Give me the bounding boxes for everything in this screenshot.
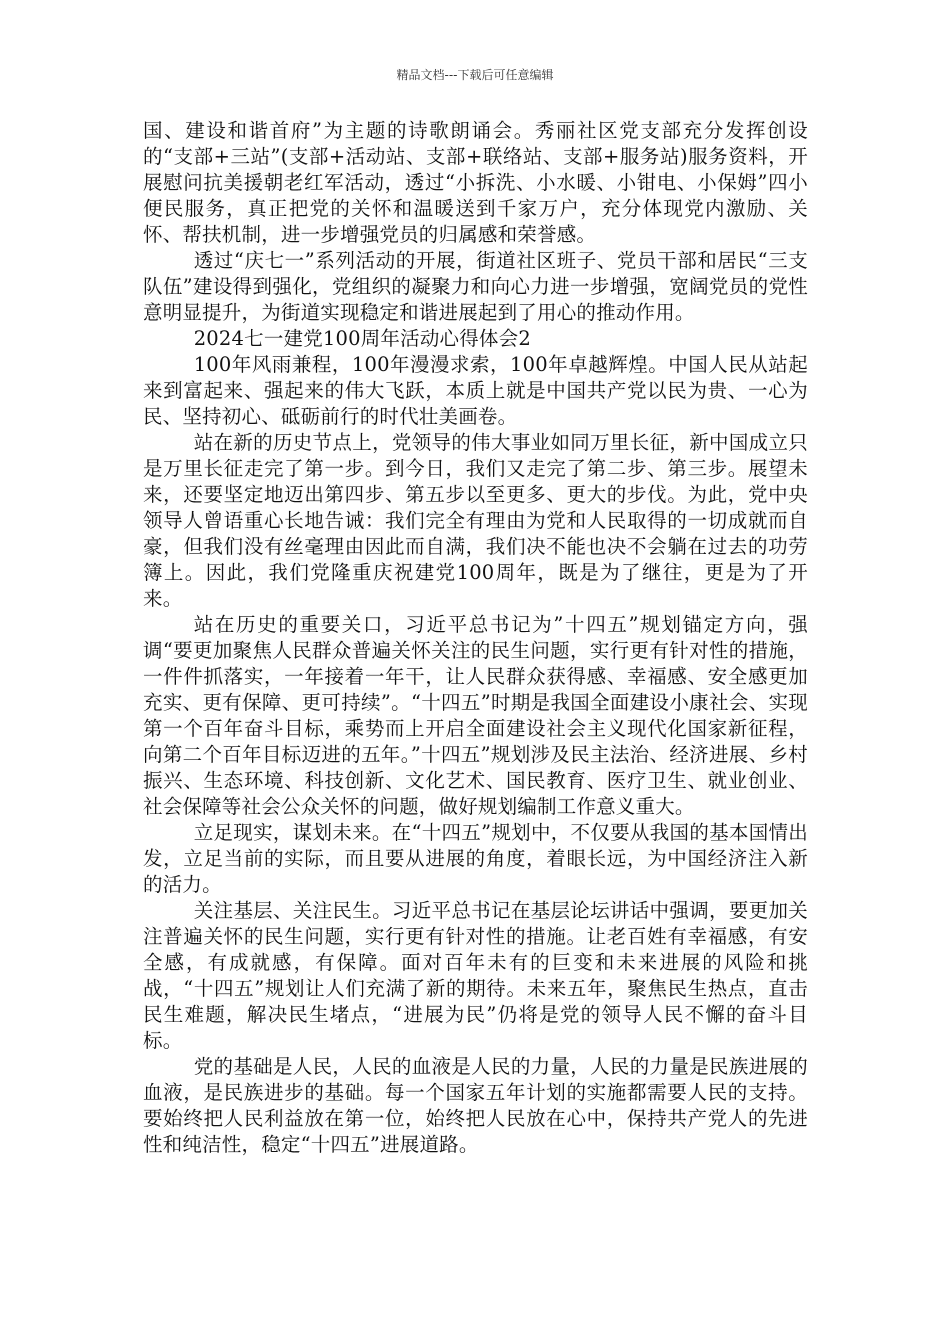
- paragraph-8: 党的基础是人民，人民的血液是人民的力量，人民的力量是民族进展的血液，是民族进步的基础。每一个国家五年计划的实施都需要人民的支持。要始终把人民利益放在第一位，始终把人民放在心中，保持共产党人的先进性和纯洁性，稳定“十四五”进展道路。: [143, 1055, 808, 1156]
- page-header: 精品文档---下载后可任意编辑: [396, 68, 554, 82]
- section-heading: 2024七一建党100周年活动心得体会2: [193, 327, 531, 350]
- paragraph-2: 透过“庆七一”系列活动的开展，街道社区班子、党员干部和居民“三支队伍”建设得到强化，党组织的凝聚力和向心力进一步增强，宽阔党员的党性意明显提升，为街道实现稳定和谐进展起到了用心的推动作用。: [143, 249, 808, 324]
- paragraph-4: 站在新的历史节点上，党领导的伟大事业如同万里长征，新中国成立只是万里长征走完了第一步。到今日，我们又走完了第二步、第三步。展望未来，还要坚定地迈出第四步、第五步以至更多、更大的步伐。为此，党中央领导人曾语重心长地告诫：我们完全有理由为党和人民取得的一切成就而自豪，但我们没有丝毫理由因此而自满，我们决不能也决不会躺在过去的功劳簿上。因此，我们党隆重庆祝建党100周年，既是为了继往，更是为了开来。: [143, 431, 808, 610]
- paragraph-5: 站在历史的重要关口，习近平总书记为”十四五”规划锚定方向，强调“要更加聚焦人民群众普遍关怀关注的民生问题，实行更有针对性的措施，一件件抓落实，一年接着一年干，让人民群众获得感、幸福感、安全感更加充实、更有保障、更可持续”。“十四五”时期是我国全面建设小康社会、实现第一个百年奋斗目标，乘势而上开启全面建设社会主义现代化国家新征程，向第二个百年目标迈进的五年。”十四五”规划涉及民主法治、经济进展、乡村振兴、生态环境、科技创新、文化艺术、国民教育、医疗卫生、就业创业、社会保障等社会公众关怀的问题，做好规划编制工作意义重大。: [143, 613, 808, 818]
- paragraph-7: 关注基层、关注民生。习近平总书记在基层论坛讲话中强调，要更加关注普遍关怀的民生问题，实行更有针对性的措施。让老百姓有幸福感，有安全感，有成就感，有保障。面对百年未有的巨变和未来进展的风险和挑战，“十四五”规划让人们充满了新的期待。未来五年，聚焦民生热点，直击民生难题，解决民生堵点，“进展为民”仍将是党的领导人民不懈的奋斗目标。: [143, 899, 808, 1052]
- paragraph-6: 立足现实，谋划未来。在“十四五”规划中，不仅要从我国的基本国情出发，立足当前的实际，而且要从进展的角度，着眼长远，为中国经济注入新的活力。: [143, 821, 808, 896]
- paragraph-1: 国、建设和谐首府”为主题的诗歌朗诵会。秀丽社区党支部充分发挥创设的“支部+三站”(支部+活动站、支部+联络站、支部+服务站)服务资料，开展慰问抗美援朝老红军活动，透过“小拆洗、小水暖、小钳电、小保姆”四小便民服务，真正把党的关怀和温暖送到千家万户，充分体现党内激励、关怀、帮扶机制，进一步增强党员的归属感和荣誉感。: [143, 119, 808, 246]
- document-body: [143, 118, 808, 1158]
- paragraph-3: 100年风雨兼程，100年漫漫求索，100年卓越辉煌。中国人民从站起来到富起来、强起来的伟大飞跃，本质上就是中国共产党以民为贵、一心为民、坚持初心、砥砺前行的时代壮美画卷。: [143, 353, 808, 428]
